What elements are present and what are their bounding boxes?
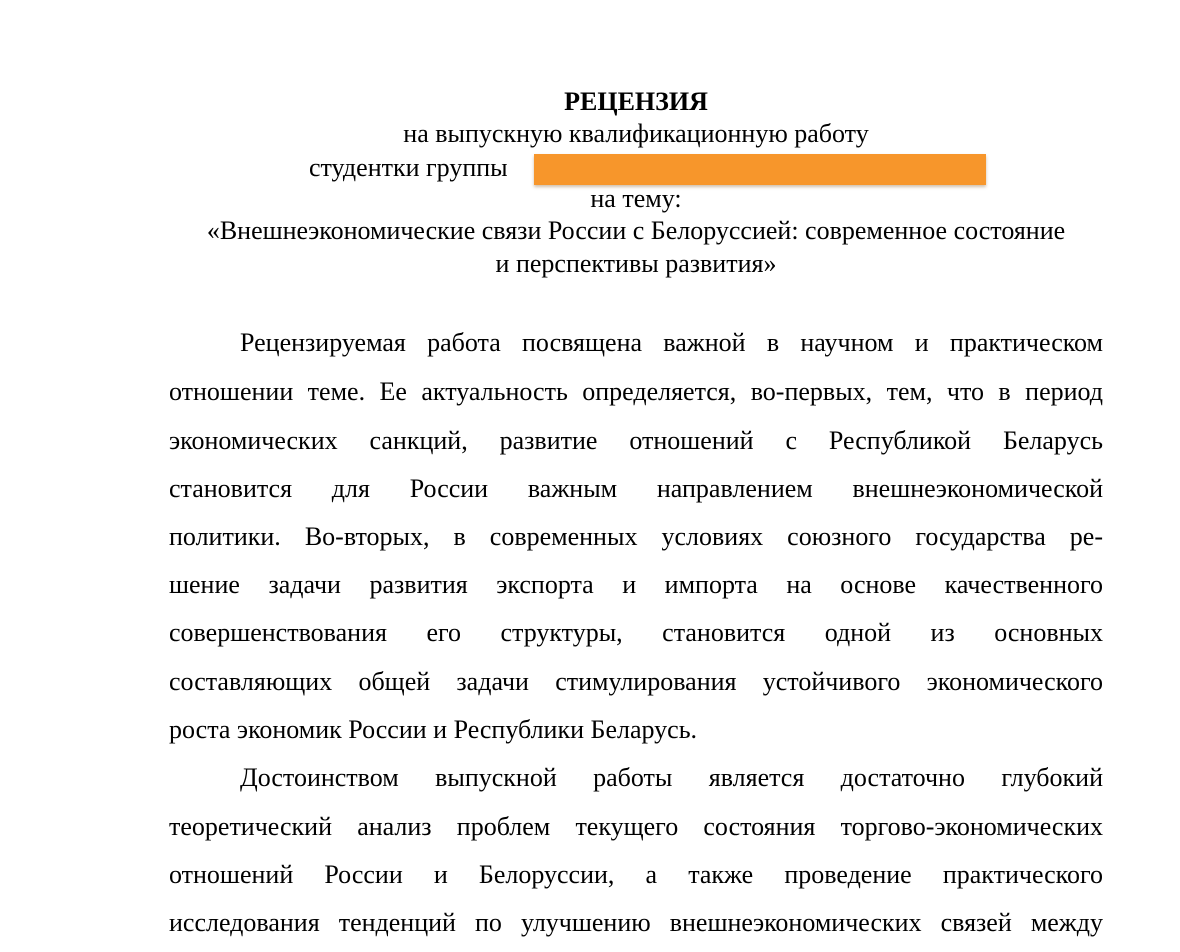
topic-label: на тему: [590, 184, 682, 213]
paragraph-line: становится для России важным направлением внешнеэкономической [169, 474, 1103, 503]
review-title: РЕЦЕНЗИЯ [564, 87, 708, 116]
paragraph-line: составляющих общей задачи стимулирования устойчивого экономического [169, 667, 1103, 696]
paragraph-line: отношений России и Белоруссии, а также проведение практического [169, 860, 1103, 889]
student-group-label: студентки группы [309, 153, 508, 182]
redaction-bar [534, 154, 986, 185]
topic-title-line: «Внешнеэкономические связи России с Белоруссией: современное состояние [206, 216, 1066, 245]
paragraph-line: Достоинством выпускной работы является достаточно глубокий [240, 763, 1103, 792]
paragraph-line: шение задачи развития экспорта и импорта на основе качественного [169, 570, 1103, 599]
review-subtitle: на выпускную квалификационную работу [403, 119, 869, 148]
paragraph-line: совершенствования его структуры, становится одной из основных [169, 618, 1103, 647]
topic-title-line: и перспективы развития» [495, 249, 777, 278]
paragraph-line: политики. Во-вторых, в современных условиях союзного государства ре- [169, 522, 1103, 551]
paragraph-line: отношении теме. Ее актуальность определяется, во-первых, тем, что в период [169, 377, 1103, 406]
paragraph-line: экономических санкций, развитие отношений с Республикой Беларусь [169, 426, 1103, 455]
paragraph-line: теоретический анализ проблем текущего состояния торгово-экономических [169, 812, 1103, 841]
paragraph-line: Рецензируемая работа посвящена важной в научном и практическом [240, 328, 1103, 357]
paragraph-line: исследования тенденций по улучшению внешнеэкономических связей между [169, 908, 1103, 937]
paragraph-line: роста экономик России и Республики Беларусь. [169, 715, 698, 744]
